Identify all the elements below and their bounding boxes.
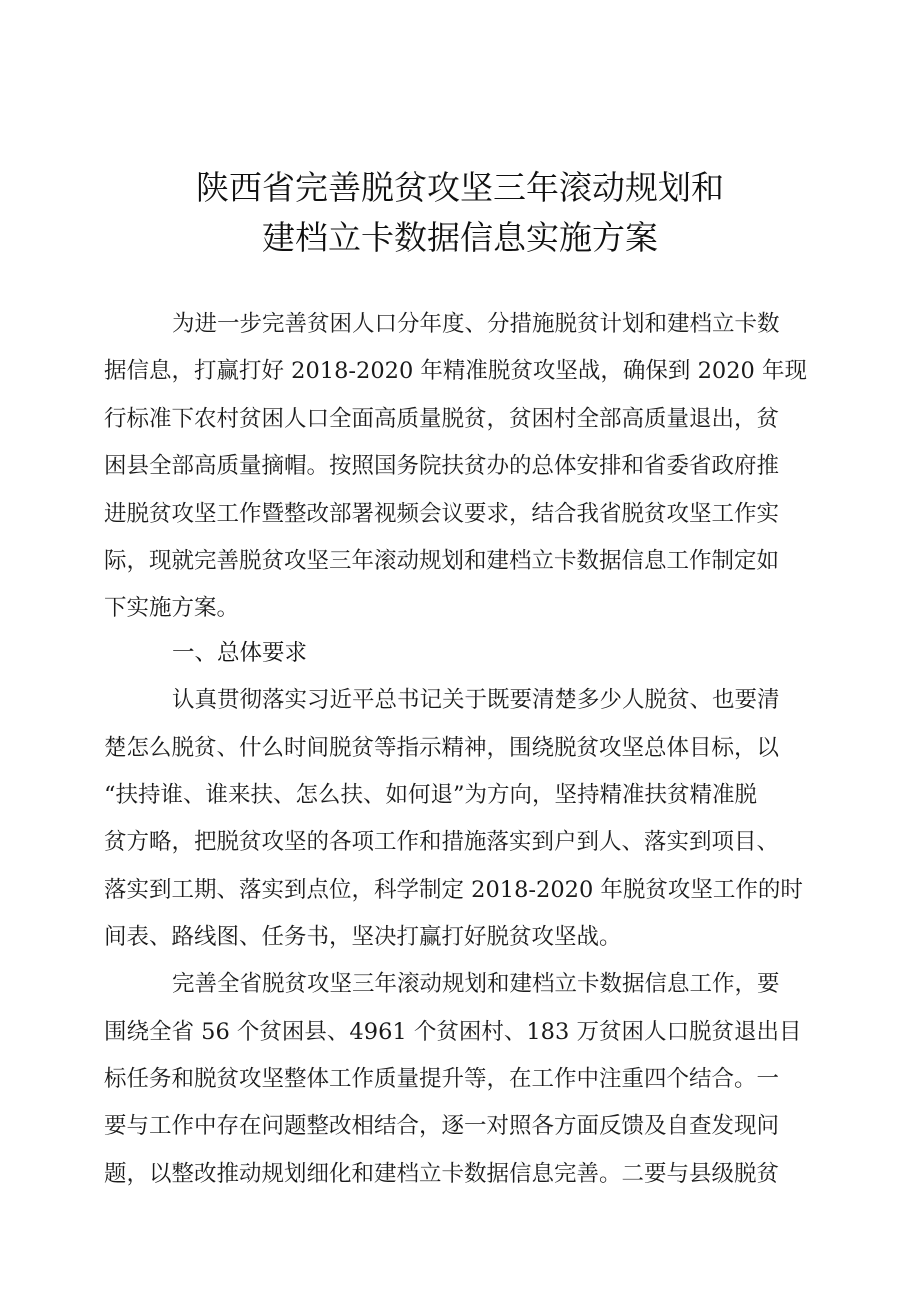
paragraph-line: 贫方略，把脱贫攻坚的各项工作和措施落实到户到人、落实到项目、: [104, 829, 780, 855]
paragraph-line: 楚怎么脱贫、什么时间脱贫等指示精神，围绕脱贫攻坚总体目标，以: [104, 735, 780, 761]
paragraph-line: 题，以整改推动规划细化和建档立卡数据信息完善。二要与县级脱贫: [104, 1161, 780, 1187]
paragraph-line: 完善全省脱贫攻坚三年滚动规划和建档立卡数据信息工作，要: [172, 971, 780, 997]
section-heading: 一、总体要求: [172, 640, 308, 666]
paragraph-line: 标任务和脱贫攻坚整体工作质量提升等，在工作中注重四个结合。一: [104, 1066, 780, 1092]
document-title-line-1: 陕西省完善脱贫攻坚三年滚动规划和: [196, 168, 724, 207]
intro-line: 际，现就完善脱贫攻坚三年滚动规划和建档立卡数据信息工作制定如: [104, 548, 780, 574]
intro-line: 进脱贫攻坚工作暨整改部署视频会议要求，结合我省脱贫攻坚工作实: [104, 501, 780, 527]
paragraph-line: 围绕全省 56 个贫困县、4961 个贫困村、183 万贫困人口脱贫退出目: [104, 1019, 802, 1045]
intro-line: 困县全部高质量摘帽。按照国务院扶贫办的总体安排和省委省政府推: [104, 453, 780, 479]
paragraph-line: 要与工作中存在问题整改相结合，逐一对照各方面反馈及自查发现问: [104, 1113, 780, 1139]
paragraph-line: 落实到工期、落实到点位，科学制定 2018-2020 年脱贫攻坚工作的时: [104, 877, 803, 903]
paragraph-line: “扶持谁、谁来扶、怎么扶、如何退”为方向，坚持精准扶贫精准脱: [104, 782, 758, 808]
document-title-line-2: 建档立卡数据信息实施方案: [262, 218, 658, 257]
intro-line: 据信息，打赢打好 2018-2020 年精准脱贫攻坚战，确保到 2020 年现: [104, 358, 807, 384]
intro-line: 行标准下农村贫困人口全面高质量脱贫，贫困村全部高质量退出，贫: [104, 406, 780, 432]
intro-line: 下实施方案。: [104, 595, 240, 621]
paragraph-line: 认真贯彻落实习近平总书记关于既要清楚多少人脱贫、也要清: [172, 687, 780, 713]
intro-line: 为进一步完善贫困人口分年度、分措施脱贫计划和建档立卡数: [172, 311, 780, 337]
paragraph-line: 间表、路线图、任务书，坚决打赢打好脱贫攻坚战。: [104, 924, 622, 950]
